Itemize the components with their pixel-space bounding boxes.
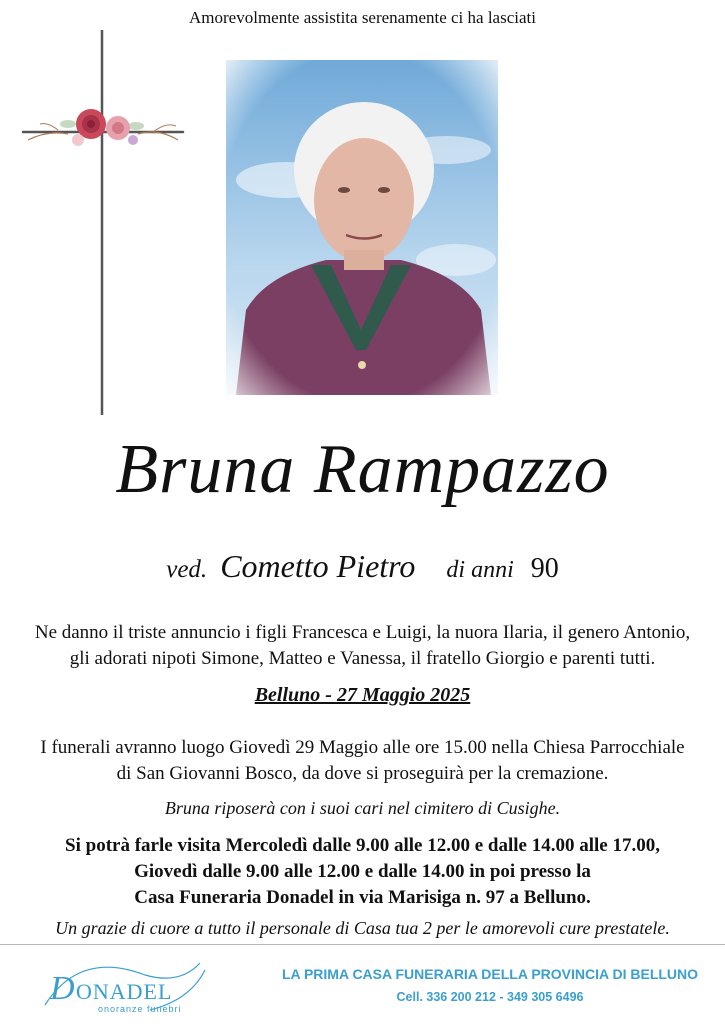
resting-text: Bruna riposerà con i suoi cari nel cimitero di Cusighe.: [164, 798, 561, 818]
visit-text: [0, 833, 725, 911]
intro-text: Amorevolmente assistita serenamente ci ha lasciati: [189, 8, 536, 27]
place-date: [0, 684, 725, 707]
rose-flowers-icon: [18, 100, 188, 160]
cross-icon: [98, 30, 106, 415]
thanks-text: Un grazie di cuore a tutto il personale di Casa tua 2 per le amorevoli cure prestatele.: [55, 918, 670, 938]
widow-age-line: [0, 548, 725, 585]
footer-phones: Cell. 336 200 212 - 349 305 6496: [396, 990, 584, 1004]
footer-divider: [0, 944, 725, 945]
visit-line: Si potrà farle visita Mercoledì dalle 9.00 alle 12.00 e dalle 14.00 alle 17.00,: [65, 835, 660, 856]
deceased-name: Bruna Rampazzo: [115, 431, 610, 508]
announcement-text: [0, 620, 725, 672]
svg-text:onoranze funebri: onoranze funebri: [98, 1004, 182, 1014]
visit-line: Casa Funeraria Donadel in via Marisiga n. 97 a Belluno.: [134, 887, 591, 908]
widow-prefix: ved.: [166, 556, 208, 583]
portrait-photo: [226, 60, 498, 395]
donadel-logo: [40, 955, 210, 1017]
funeral-line: I funerali avranno luogo Giovedì 29 Maggio alle ore 15.00 nella Chiesa Parrocchiale: [40, 737, 685, 758]
place-date-text: Belluno - 27 Maggio 2025: [254, 684, 471, 706]
spouse-name: Cometto Pietro: [220, 548, 416, 584]
svg-text:D: D: [50, 970, 75, 1007]
funeral-text: [0, 735, 725, 787]
svg-text:ONADEL: ONADEL: [76, 979, 173, 1004]
announcement-line: Ne danno il triste annuncio i figli Francesca e Luigi, la nuora Ilaria, il genero Antonio,: [34, 622, 691, 643]
age-prefix: di anni: [446, 557, 514, 583]
visit-line: Giovedì dalle 9.00 alle 12.00 e dalle 14.00 in poi presso la: [134, 861, 591, 882]
announcement-line: gli adorati nipoti Simone, Matteo e Vanessa, il fratello Giorgio e parenti tutti.: [69, 648, 656, 669]
footer-tagline: LA PRIMA CASA FUNERARIA DELLA PROVINCIA DI BELLUNO: [281, 966, 699, 982]
funeral-line: di San Giovanni Bosco, da dove si proseguirà per la cremazione.: [116, 763, 609, 784]
age-value: 90: [530, 553, 559, 584]
